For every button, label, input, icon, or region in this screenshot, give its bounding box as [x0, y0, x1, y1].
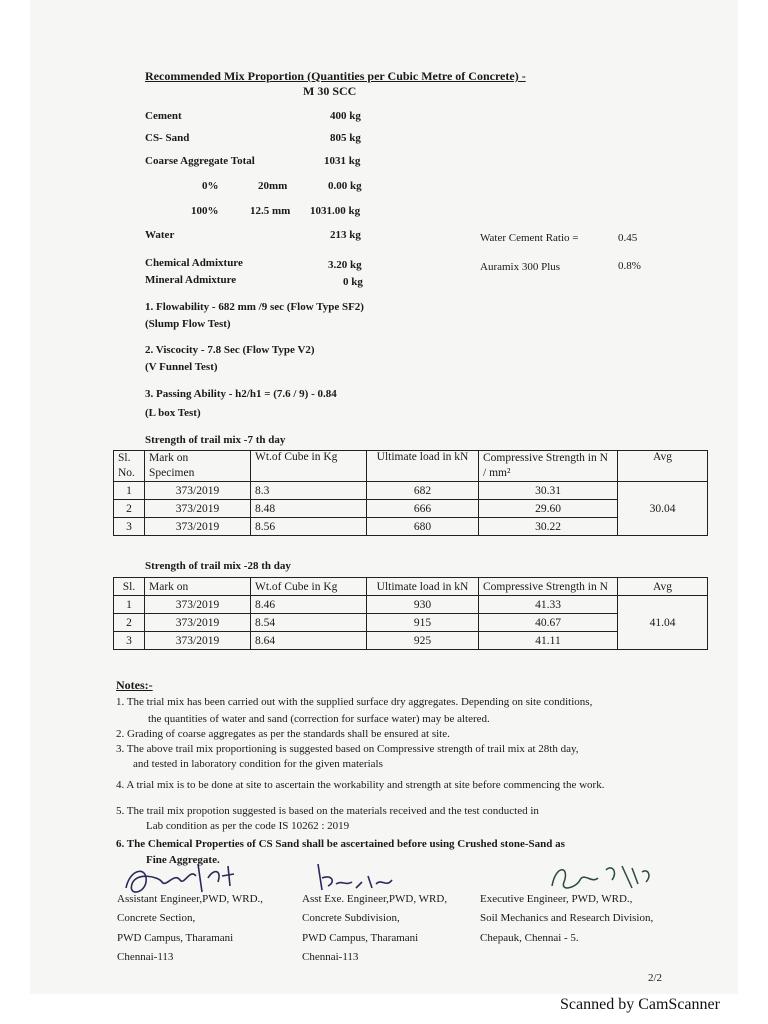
table-cell: 3: [114, 632, 145, 650]
coarse-total-value: 1031 kg: [324, 155, 361, 167]
header-cell: Wt.of Cube in Kg: [251, 451, 367, 482]
table-cell: 30.22: [479, 518, 618, 536]
header-cell: Sl.: [114, 578, 145, 596]
table-cell: 373/2019: [145, 632, 251, 650]
passing-sub: (L box Test): [145, 407, 201, 419]
mineral-label: Mineral Admixture: [145, 274, 237, 286]
table-cell: 41.33: [479, 596, 618, 614]
table-cell: 8.48: [251, 500, 367, 518]
table-cell: 8.54: [251, 614, 367, 632]
table-header: [114, 451, 708, 482]
header-cell: Compressive Strength in N: [479, 578, 618, 596]
table-cell: 930: [367, 596, 479, 614]
table-cell: 680: [367, 518, 479, 536]
table-cell: 925: [367, 632, 479, 650]
coarse-size-1: 20mm: [258, 180, 288, 192]
page-number: 2/2: [648, 972, 663, 984]
header-cell: Mark on Specimen: [145, 451, 251, 482]
coarse-value-2: 1031.00 kg: [310, 205, 361, 217]
table-cell: 8.56: [251, 518, 367, 536]
table-cell: 29.60: [479, 500, 618, 518]
table-cell: 373/2019: [145, 518, 251, 536]
sign-left-line-2: Concrete Section,: [117, 912, 196, 924]
avg-cell: 30.04: [618, 482, 708, 536]
header-cell: Compressive Strength in N / mm²: [479, 451, 618, 482]
auramix-label: Auramix 300 Plus: [480, 261, 561, 273]
table-cell: 666: [367, 500, 479, 518]
sign-middle-line-4: Chennai-113: [302, 951, 359, 963]
flowability-sub: (Slump Flow Test): [145, 318, 231, 330]
table-cell: 8.46: [251, 596, 367, 614]
auramix-value: 0.8%: [618, 260, 641, 272]
note-2: 2. Grading of coarse aggregates as per the standards shall be ensured at site.: [116, 728, 450, 740]
notes-title: Notes:-: [116, 678, 153, 692]
scanner-footer: Scanned by CamScanner: [560, 996, 720, 1013]
viscosity-line: 2. Viscocity - 7.8 Sec (Flow Type V2): [145, 344, 315, 356]
note-3b: and tested in laboratory condition for the given materials: [133, 758, 383, 770]
coarse-pct-1: 0%: [202, 180, 219, 192]
table28-caption: Strength of trail mix -28 th day: [145, 560, 291, 572]
water-label: Water: [145, 229, 175, 241]
note-6b: Fine Aggregate.: [146, 854, 220, 866]
note-1a: 1. The trial mix has been carried out with the supplied surface dry aggregates. Depending on site conditions,: [116, 696, 593, 708]
header-cell: Sl. No.: [114, 451, 145, 482]
table-cell: 373/2019: [145, 500, 251, 518]
table-cell: 30.31: [479, 482, 618, 500]
sign-middle-line-2: Concrete Subdivision,: [302, 912, 400, 924]
sign-middle-line-1: Asst Exe. Engineer,PWD, WRD,: [302, 893, 448, 905]
table-cell: 41.11: [479, 632, 618, 650]
cement-value: 400 kg: [330, 110, 361, 122]
note-3a: 3. The above trail mix proportioning is suggested based on Compressive strength of trail mix at 28th day,: [116, 743, 579, 755]
note-5a: 5. The trail mix propotion suggested is based on the materials received and the test conducted in: [116, 805, 539, 817]
table-cell: 373/2019: [145, 596, 251, 614]
chemical-label: Chemical Admixture: [145, 257, 243, 269]
coarse-size-2: 12.5 mm: [250, 205, 291, 217]
wc-ratio-label: Water Cement Ratio =: [480, 232, 579, 244]
sand-label: CS- Sand: [145, 132, 190, 144]
sign-left-line-3: PWD Campus, Tharamani: [117, 932, 234, 944]
header-cell: Ultimate load in kN: [367, 578, 479, 596]
table-cell: 2: [114, 614, 145, 632]
table-cell: 40.67: [479, 614, 618, 632]
note-5b: Lab condition as per the code IS 10262 : 2019: [146, 820, 350, 832]
header-cell: Wt.of Cube in Kg: [251, 578, 367, 596]
note-4: 4. A trial mix is to be done at site to ascertain the workability and strength at site before commencing the work.: [116, 779, 605, 791]
strength-table-7day: [113, 450, 708, 536]
coarse-pct-2: 100%: [191, 205, 219, 217]
chemical-value: 3.20 kg: [328, 259, 362, 271]
note-6a: 6. The Chemical Properties of CS Sand shall be ascertained before using Crushed stone-Sand as: [116, 838, 565, 850]
viscosity-sub: (V Funnel Test): [145, 361, 218, 373]
table-row: [114, 596, 708, 614]
table7-caption: Strength of trail mix -7 th day: [145, 434, 286, 446]
table-row: [114, 482, 708, 500]
signature-middle: [312, 860, 402, 896]
sign-left-line-1: Assistant Engineer,PWD, WRD.,: [117, 893, 264, 905]
wc-ratio-value: 0.45: [618, 232, 638, 244]
table-cell: 1: [114, 596, 145, 614]
strength-table-28day: [113, 577, 708, 650]
table-cell: 3: [114, 518, 145, 536]
coarse-total-label: Coarse Aggregate Total: [145, 155, 255, 167]
table-cell: 1: [114, 482, 145, 500]
sign-right-line-3: Chepauk, Chennai - 5.: [480, 932, 579, 944]
mineral-value: 0 kg: [343, 276, 363, 288]
sign-middle-line-3: PWD Campus, Tharamani: [302, 932, 419, 944]
table-cell: 8.64: [251, 632, 367, 650]
flowability-line: 1. Flowability - 682 mm /9 sec (Flow Type SF2): [145, 301, 364, 313]
sign-left-line-4: Chennai-113: [117, 951, 174, 963]
mix-grade: M 30 SCC: [303, 84, 357, 98]
table-cell: 682: [367, 482, 479, 500]
cement-label: Cement: [145, 110, 182, 122]
header-cell: Mark on: [145, 578, 251, 596]
header-cell: Avg: [618, 451, 708, 482]
table-cell: 373/2019: [145, 614, 251, 632]
passing-line: 3. Passing Ability - h2/h1 = (7.6 / 9) - 0.84: [145, 388, 337, 400]
avg-cell: 41.04: [618, 596, 708, 650]
sign-right-line-1: Executive Engineer, PWD, WRD.,: [480, 893, 633, 905]
sign-right-line-2: Soil Mechanics and Research Division,: [480, 912, 654, 924]
table-cell: 2: [114, 500, 145, 518]
table-cell: 8.3: [251, 482, 367, 500]
table-header: [114, 578, 708, 596]
document-title: Recommended Mix Proportion (Quantities per Cubic Metre of Concrete) -: [145, 69, 526, 83]
signature-right: [546, 858, 656, 898]
sand-value: 805 kg: [330, 132, 361, 144]
coarse-value-1: 0.00 kg: [328, 180, 362, 192]
table-cell: 373/2019: [145, 482, 251, 500]
header-cell: Avg: [618, 578, 708, 596]
table-cell: 915: [367, 614, 479, 632]
header-cell: Ultimate load in kN: [367, 451, 479, 482]
note-1b: the quantities of water and sand (correction for surface water) may be altered.: [148, 713, 490, 725]
water-value: 213 kg: [330, 229, 361, 241]
